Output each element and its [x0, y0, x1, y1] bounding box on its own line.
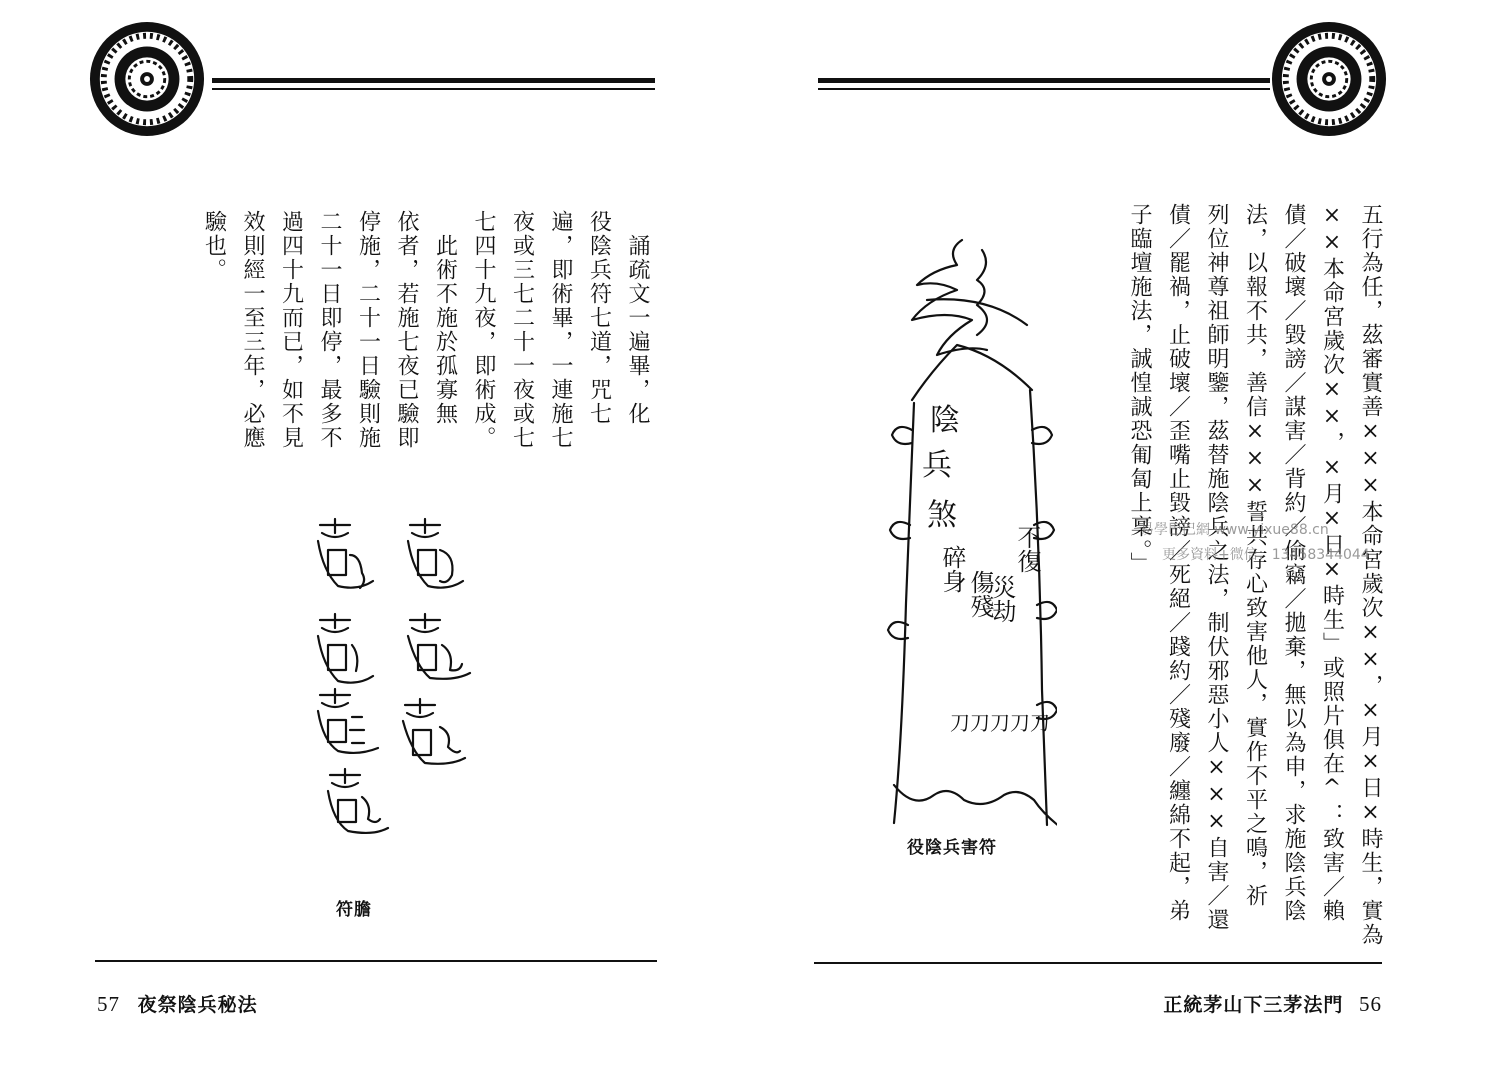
header-rule-thin	[818, 88, 1270, 90]
running-title: 正統茅山下三茅法門	[1163, 994, 1344, 1016]
talisman-col-zaijie: 災劫	[988, 575, 1016, 623]
talisman-caption: 役陰兵害符	[907, 838, 997, 858]
talisman-blades: 刀刀刀刀刀	[950, 711, 1050, 735]
talisman-char-sha: 煞	[927, 498, 957, 533]
talisman-char-yin: 陰	[930, 403, 960, 438]
page-footer	[1163, 990, 1382, 1017]
talisman-col-suishen: 碎身	[938, 545, 966, 593]
talisman-col-shangcan: 傷殘	[966, 570, 994, 618]
page-footer	[97, 990, 258, 1017]
header-rule	[818, 78, 1270, 83]
lotus-rosette-icon	[88, 20, 206, 138]
footer-rule	[814, 962, 1382, 964]
invocation-text: 五行為任，茲審實善×××本命宮歲次××，×月×日×時生，實為 ××本命宮歲次××，×月×日×時生」或照片俱在^：致害／賴 債／破壞／毀謗／謀害／背約／偷竊／拋棄，無以為申，求施陰兵陰 法，以報不共，善信×××誓共存心致害他人，實作不平之鳴，祈 列位神尊祖師明鑒，茲替施陰兵之法，制伏邪惡小人×××自害／還 債／罷禍，止破壞／歪嘴止毀謗／死絕／踐約／殘廢／纏綿不起，弟 子臨壇施法，誠惶誠恐匍匐上稟。」	[1127, 203, 1383, 947]
header-rule	[212, 78, 655, 83]
footer-rule	[95, 960, 657, 962]
page-number: 56	[1359, 992, 1382, 1016]
talisman-glyphs	[300, 505, 490, 850]
talisman-caption: 符膽	[336, 900, 372, 920]
page-number: 57	[97, 992, 120, 1016]
body-text: 誦疏文一遍畢，化 役陰兵符七道，咒七 遍，即術畢，一連施七 夜或三七二十一夜或七 七四十九夜，即術成。 此術不施於孤寡無 依者，若施七夜已驗即 停施，二十一日驗則施 二十一日即停，最多不 過四十九而已，如不見 效則經一至三年，必應 驗也。	[201, 210, 650, 450]
talisman-drawing	[842, 225, 1057, 835]
right-page	[742, 0, 1485, 1080]
running-title: 夜祭陰兵秘法	[137, 994, 258, 1016]
watermark-line2: 更多資料+微信：13458344044	[1162, 547, 1370, 563]
left-page	[0, 0, 742, 1080]
watermark-line1: 易學巴巴網 www.yixue88.cn	[1140, 522, 1329, 538]
lotus-rosette-icon	[1270, 20, 1388, 138]
talisman-char-bing: 兵	[922, 448, 952, 483]
talisman-col-bufu: 不復	[1013, 525, 1041, 573]
header-rule-thin	[212, 88, 655, 90]
